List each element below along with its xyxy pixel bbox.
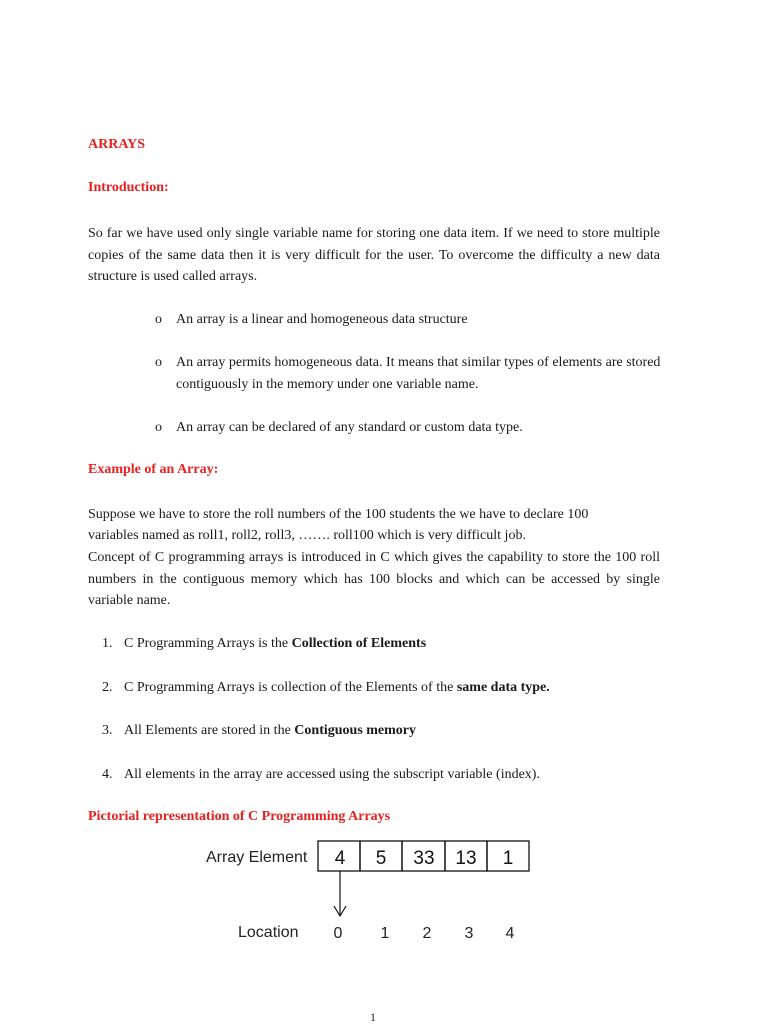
item-bold-text: Contiguous memory: [294, 723, 417, 738]
example-line: variables named as roll1, roll2, roll3, ……. roll100 which is very difficult job.: [88, 528, 526, 543]
location-label: Location: [238, 924, 299, 941]
bullet-text: An array can be declared of any standard or custom data type.: [176, 420, 523, 435]
array-cell-value: 5: [375, 848, 387, 869]
array-cell-value: 1: [502, 848, 514, 869]
location-index: 3: [464, 925, 474, 942]
array-cell-value: 4: [334, 848, 346, 869]
item-text: [124, 764, 540, 786]
item-number: 2.: [102, 680, 113, 695]
item-plain-text: C Programming Arrays is collection of the Elements of the: [124, 680, 457, 695]
bullet-marker: o: [155, 312, 162, 327]
item-text: [124, 720, 416, 742]
array-cell-value: 13: [455, 848, 477, 869]
item-number: 1.: [102, 636, 113, 651]
example-heading: Example of an Array:: [88, 462, 219, 477]
intro-heading: Introduction:: [88, 180, 169, 195]
document-title: ARRAYS: [88, 137, 146, 152]
item-number: 4.: [102, 767, 113, 782]
item-text: [124, 633, 426, 655]
item-plain-text: C Programming Arrays is the: [124, 636, 292, 651]
concept-paragraph: Concept of C programming arrays is introduced in C which gives the capability to store the 100 roll numbers in the contiguous memory which has 100 blocks and which can be accessed by single variable name.: [88, 550, 660, 609]
item-bold-text: Collection of Elements: [291, 636, 427, 651]
item-plain-text: All Elements are stored in the: [124, 723, 295, 738]
array-cell-value: 33: [413, 848, 435, 869]
pictorial-heading: Pictorial representation of C Programming Arrays: [88, 809, 391, 824]
item-number: 3.: [102, 723, 113, 738]
item-plain-text: All elements in the array are accessed using the subscript variable (index).: [124, 767, 540, 782]
down-arrow-icon: [334, 871, 346, 916]
location-index: 0: [333, 925, 343, 942]
location-index: 4: [505, 925, 515, 942]
page-number: 1: [370, 1010, 376, 1024]
bullet-text: An array permits homogeneous data. It means that similar types of elements are stored contiguously in the memory under one variable name.: [176, 355, 661, 392]
array-diagram: [0, 830, 768, 960]
item-text: [124, 677, 550, 699]
location-index: 2: [422, 925, 432, 942]
bullet-marker: o: [155, 355, 162, 370]
array-element-label: Array Element: [206, 849, 308, 866]
bullet-marker: o: [155, 420, 162, 435]
intro-paragraph: So far we have used only single variable name for storing one data item. If we need to store multiple copies of the same data then it is very difficult for the user. To overcome the difficulty a new data structure is used called arrays.: [88, 226, 660, 285]
array-cells: [318, 841, 529, 871]
item-bold-text: same data type.: [456, 680, 550, 695]
bullet-text: An array is a linear and homogeneous data structure: [176, 312, 468, 327]
location-index: 1: [380, 925, 390, 942]
example-line: Suppose we have to store the roll numbers of the 100 students the we have to declare 100: [88, 507, 589, 522]
